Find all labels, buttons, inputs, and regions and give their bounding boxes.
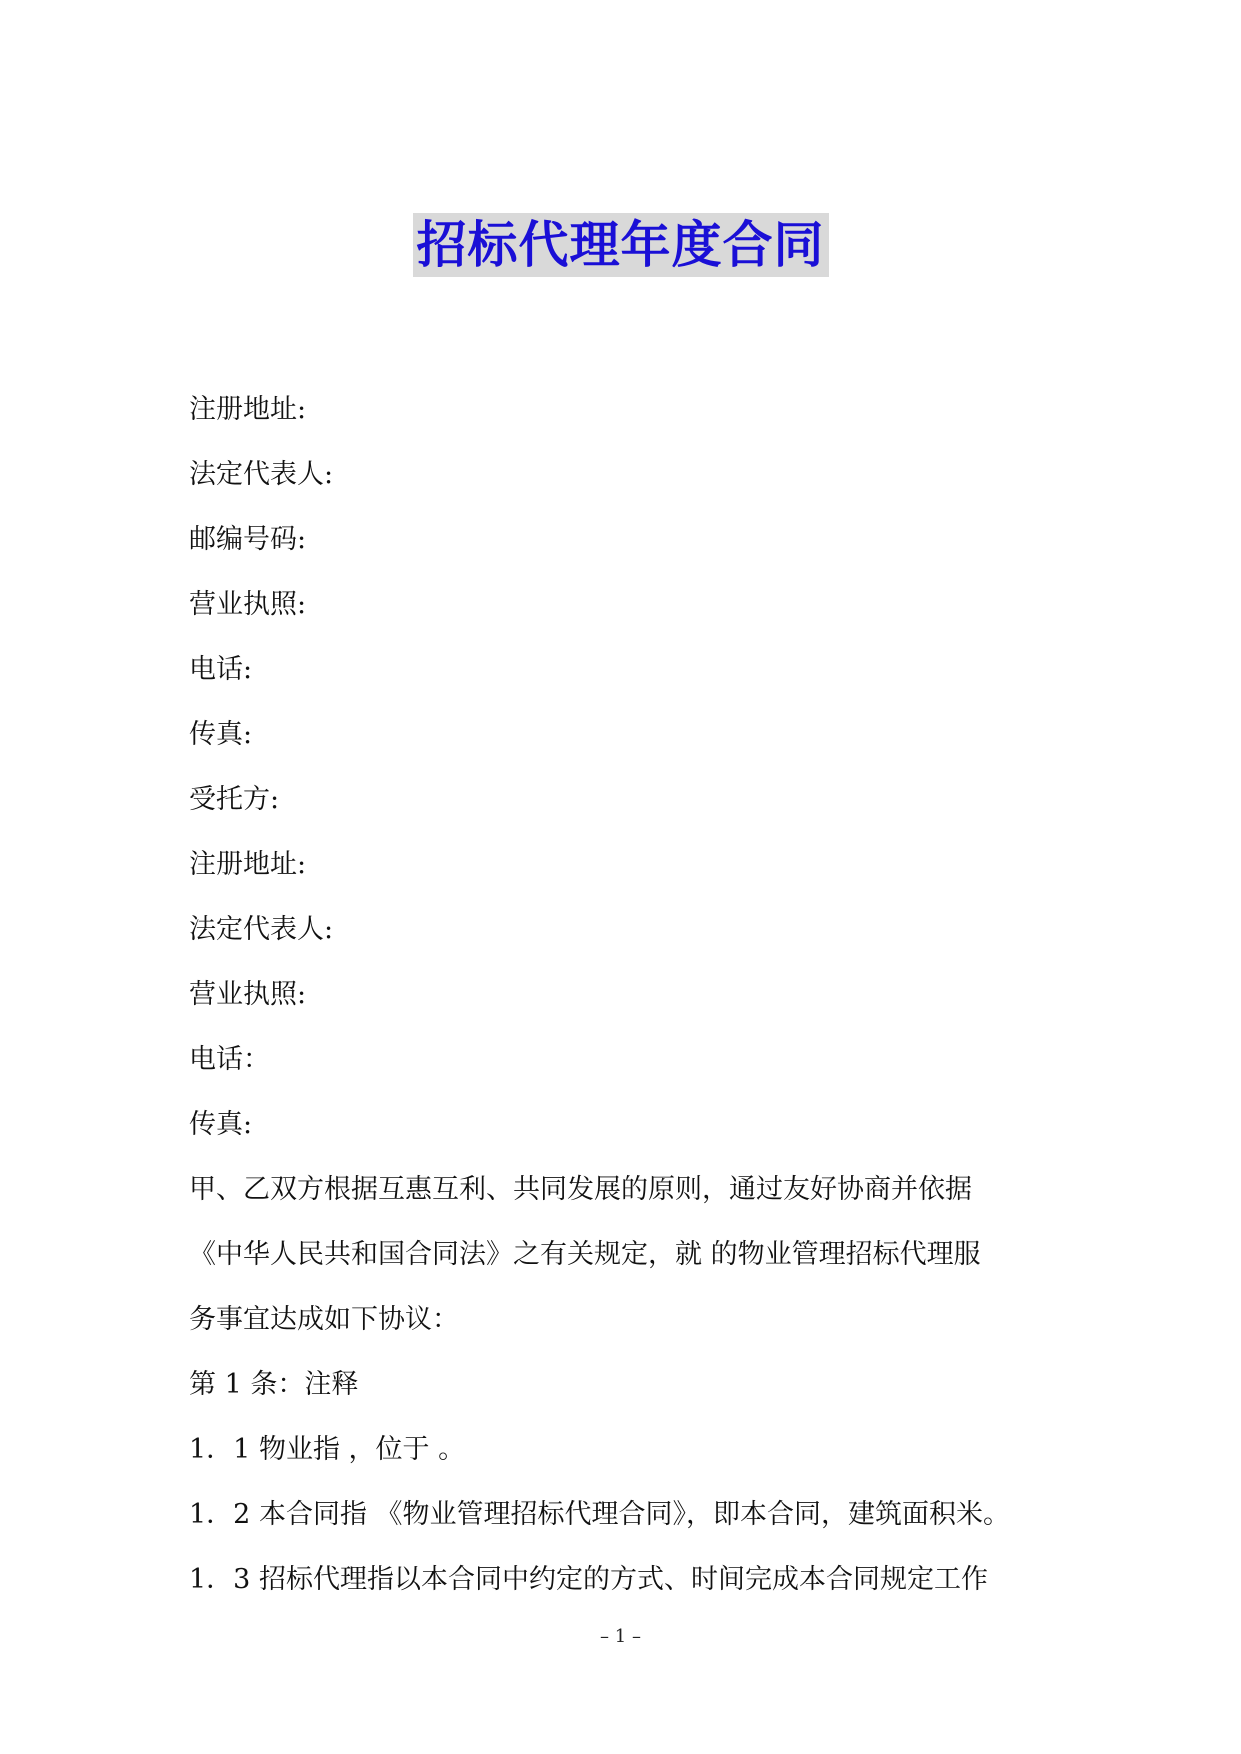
text-line: 电话： [189, 1044, 270, 1075]
text-line: 法定代表人: [189, 459, 334, 490]
text-line: 注册地址: [189, 849, 307, 880]
page-number: – 1 – [600, 1626, 641, 1647]
text-line: 传真: [189, 719, 253, 750]
text-line: 营业执照: [189, 979, 307, 1010]
text-line: 受托方: [189, 784, 280, 815]
title-container [0, 213, 1241, 277]
text-line: 《中华人民共和国合同法》之有关规定，就 的物业管理招标代理服 [189, 1239, 981, 1270]
text-line: 甲、乙双方根据互惠互利、共同发展的原则，通过友好协商并依据 [189, 1174, 972, 1205]
text-line: 1．3 招标代理指以本合同中约定的方式、时间完成本合同规定工作 [189, 1564, 988, 1595]
document-body [189, 384, 1069, 1619]
text-line: 1．1 物业指 ，位于 。 [189, 1434, 466, 1465]
text-line: 电话: [189, 654, 253, 685]
text-line: 1．2 本合同指 《物业管理招标代理合同》，即本合同，建筑面积米。 [189, 1499, 1011, 1530]
text-line: 传真: [189, 1109, 253, 1140]
document-title: 招标代理年度合同 [413, 213, 829, 277]
text-line: 注册地址: [189, 394, 307, 425]
text-line: 第 1 条：注释 [189, 1369, 359, 1400]
text-line: 务事宜达成如下协议： [189, 1304, 459, 1335]
text-line: 营业执照: [189, 589, 307, 620]
text-line: 邮编号码: [189, 524, 307, 555]
text-line: 法定代表人: [189, 914, 334, 945]
